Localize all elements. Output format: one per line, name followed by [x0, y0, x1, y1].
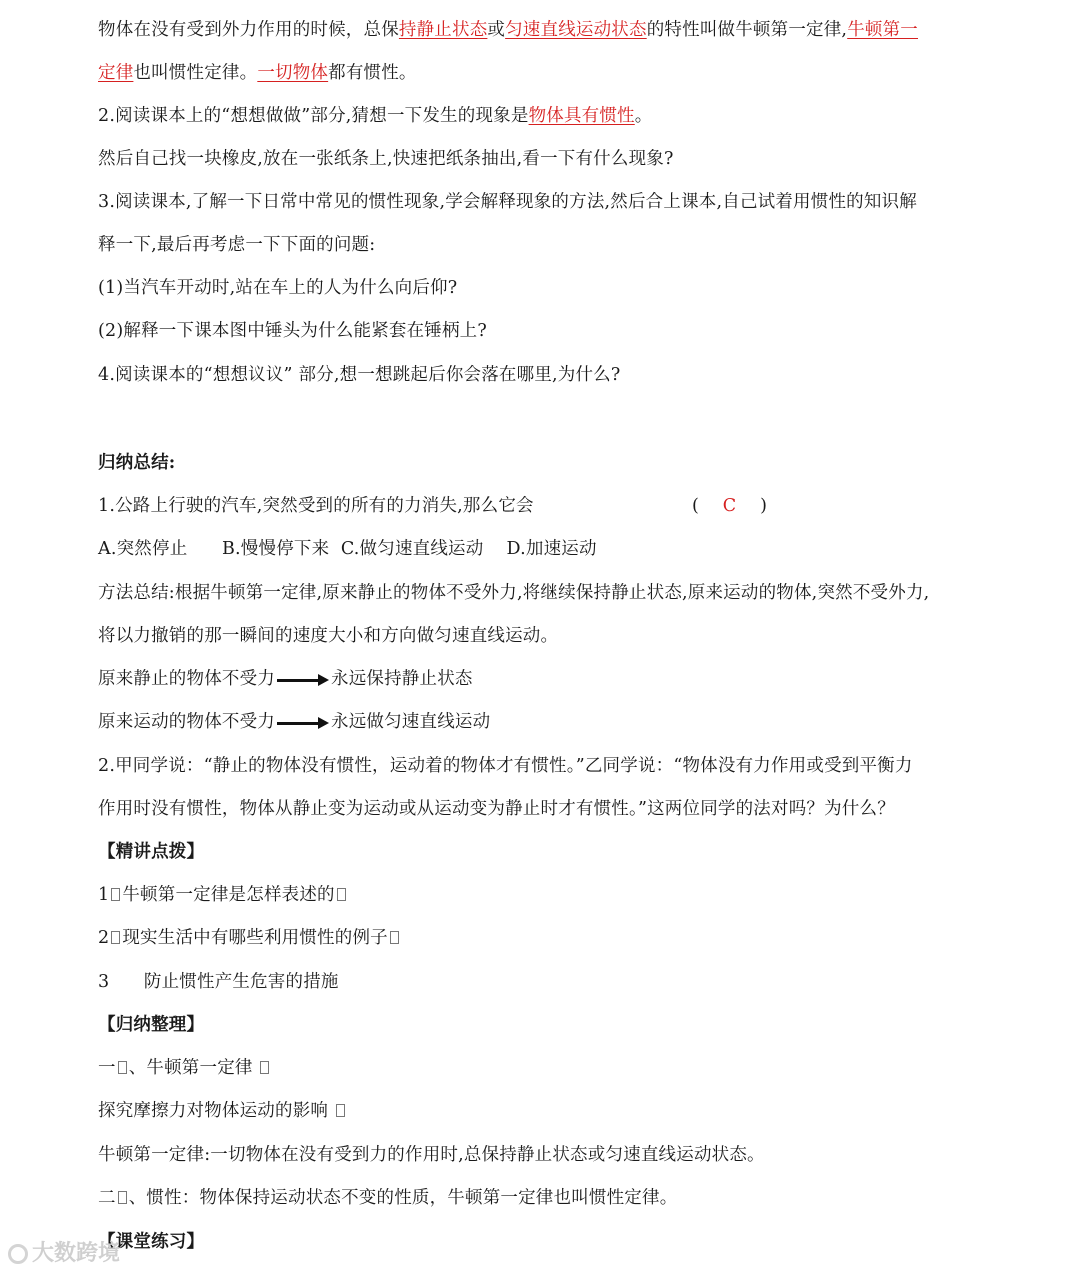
intro-line-2 [98, 61, 417, 85]
jingjiang-item-3: 3 防止惯性产生危害的措施 [98, 972, 339, 992]
text: 的特性叫做牛顿第一定律, [646, 20, 848, 40]
jingjiang-heading: 【精讲点拨】 [98, 842, 205, 862]
answer-blank: 持静止状态 [398, 20, 488, 40]
summary-question-2-line-1: 2.甲同学说：“静止的物体没有惯性，运动着的物体才有惯性。”乙同学说：“物体没有力作用或受到平衡力 [98, 756, 913, 776]
item-number: 1 [98, 885, 110, 905]
summary-question-1 [98, 494, 534, 518]
right-arrow-icon [277, 674, 329, 686]
jingjiang-item-2 [98, 926, 401, 950]
missing-glyph-icon [336, 1104, 345, 1117]
answer-blank: 物体具有惯性 [528, 106, 635, 126]
missing-glyph-icon [260, 1061, 269, 1074]
question-4: 4.阅读课本的“想想议议” 部分,想一想跳起后你会落在哪里,为什么? [98, 365, 621, 385]
watermark-logo-icon [8, 1244, 28, 1264]
rule-result: 永远保持静止状态 [331, 669, 473, 689]
item-text: 、牛顿第一定律 [128, 1058, 259, 1078]
item-number: 二 [98, 1188, 116, 1208]
intro-line-1 [98, 18, 918, 42]
item-text: 探究摩擦力对物体运动的影响 [98, 1101, 334, 1121]
text: 2.阅读课本上的“想想做做”部分,猜想一下发生的现象是 [98, 106, 529, 126]
answer-blank: 牛顿第一 [847, 20, 918, 40]
guina-heading: 【归纳整理】 [98, 1015, 205, 1035]
question-2-line-2: 然后自己找一块橡皮,放在一张纸条上,快速把纸条抽出,看一下有什么现象? [98, 149, 674, 169]
guina-item-3: 牛顿第一定律:一切物体在没有受到力的作用时,总保持静止状态或匀速直线运动状态。 [98, 1145, 765, 1165]
question-3-sub-2: (2)解释一下课本图中锤头为什么能紧套在锤柄上? [98, 321, 487, 341]
missing-glyph-icon [337, 888, 346, 901]
rule-line-2 [98, 710, 490, 734]
text: 也叫惯性定律。 [133, 63, 258, 83]
item-text: 现实生活中有哪些利用惯性的例子 [122, 928, 388, 948]
rule-condition: 原来运动的物体不受力 [98, 712, 275, 732]
rule-result: 永远做匀速直线运动 [331, 712, 491, 732]
item-text: 牛顿第一定律是怎样表述的 [122, 885, 335, 905]
guina-item-1 [98, 1056, 271, 1080]
answer-blank: 匀速直线运动状态 [505, 20, 647, 40]
item-text: 、惯性：物体保持运动状态不变的性质，牛顿第一定律也叫惯性定律。 [128, 1188, 678, 1208]
right-arrow-icon [277, 717, 329, 729]
summary-question-2-line-2: 作用时没有惯性，物体从静止变为运动或从运动变为静止时才有惯性。”这两位同学的法对吗？为什么？ [98, 799, 895, 819]
practice-heading: 【课堂练习】 [98, 1232, 205, 1252]
missing-glyph-icon [111, 931, 120, 944]
text: 。 [634, 106, 653, 126]
question-stem: 1.公路上行驶的汽车,突然受到的所有的力消失,那么它会 [98, 496, 534, 516]
watermark [8, 1236, 120, 1267]
text: 物体在没有受到外力作用的时候，总保 [98, 20, 399, 40]
item-number: 一 [98, 1058, 116, 1078]
missing-glyph-icon [118, 1061, 127, 1074]
text: 或 [487, 20, 506, 40]
missing-glyph-icon [390, 931, 399, 944]
answer-blank: 一切物体 [257, 63, 329, 83]
bracket-right: ) [760, 496, 768, 516]
question-3-line-1: 3.阅读课本,了解一下日常中常见的惯性现象,学会解释现象的方法,然后合上课本,自己试着用惯性的知识解 [98, 192, 917, 212]
answer-choice: C [722, 496, 737, 516]
method-summary-line-2: 将以力撤销的那一瞬间的速度大小和方向做匀速直线运动。 [98, 626, 559, 646]
method-summary-line-1: 方法总结:根据牛顿第一定律,原来静止的物体不受外力,将继续保持静止状态,原来运动的物体,突然不受外力, [98, 583, 930, 603]
jingjiang-item-1 [98, 883, 348, 907]
summary-heading: 归纳总结: [98, 453, 176, 473]
answer-blank: 定律 [98, 63, 134, 83]
watermark-text: 大数跨境 [32, 1241, 121, 1266]
rule-condition: 原来静止的物体不受力 [98, 669, 275, 689]
guina-item-2 [98, 1099, 347, 1123]
summary-question-1-options: A.突然停止 B.慢慢停下来 C.做匀速直线运动 D.加速运动 [98, 539, 597, 559]
bracket-left: ( [692, 496, 700, 516]
rule-line-1 [98, 667, 473, 691]
question-2-line-1 [98, 104, 652, 128]
item-number: 2 [98, 928, 110, 948]
question-3-sub-1: (1)当汽车开动时,站在车上的人为什么向后仰? [98, 278, 458, 298]
missing-glyph-icon [111, 888, 120, 901]
guina-item-4 [98, 1186, 677, 1210]
question-3-line-2: 释一下,最后再考虑一下下面的问题: [98, 235, 376, 255]
text: 都有惯性。 [328, 63, 417, 83]
missing-glyph-icon [118, 1191, 127, 1204]
answer-bracket [692, 494, 767, 518]
